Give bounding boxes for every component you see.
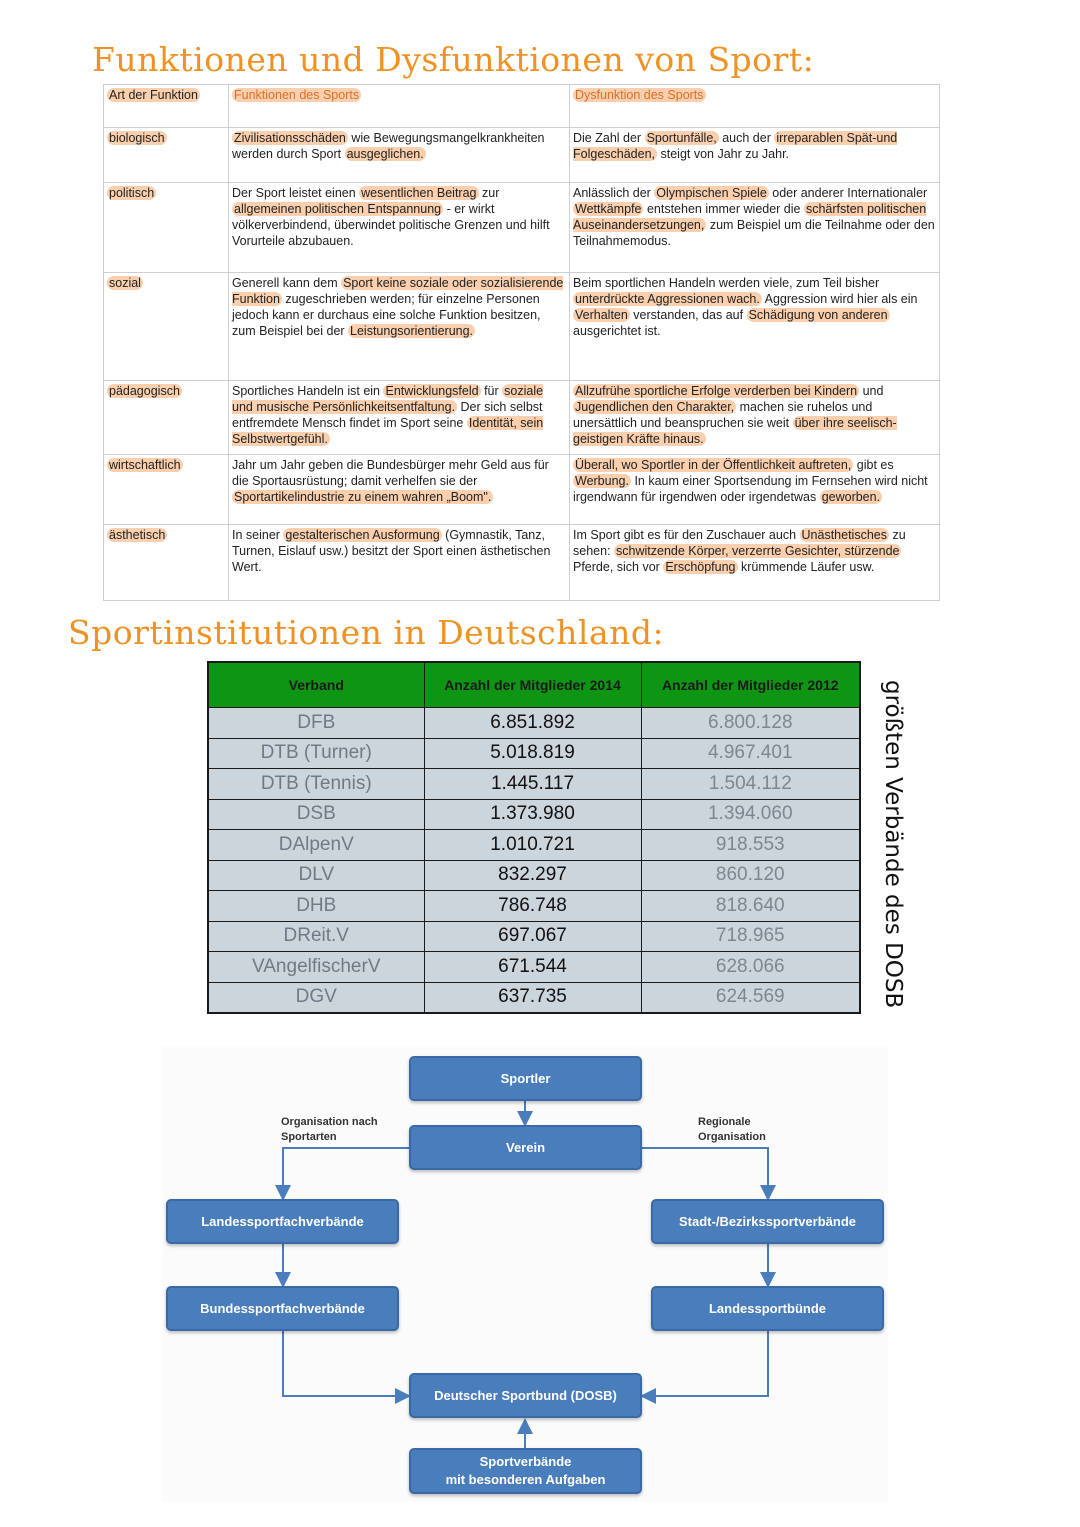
function-row (104, 183, 940, 273)
label-organisation-sportarten: Organisation nach Sportarten (281, 1116, 378, 1143)
header-funktionen: Funktionen des Sports (229, 85, 570, 128)
members-table (207, 661, 861, 1014)
member-row (208, 799, 860, 830)
function-type: wirtschaftlich (104, 455, 229, 525)
verband-name: DHB (208, 891, 424, 922)
verband-name: VAngelfischerV (208, 952, 424, 983)
dysfunction-text: Anlässlich der Olympischen Spiele oder anderer Internationaler Wettkämpfe entstehen immer wieder die schärfsten politischen Auseinandersetzungen, zum Beispiel um die Teilnahme oder den Teilnahmemodus. (570, 183, 940, 273)
verband-name: DAlpenV (208, 830, 424, 861)
arrow-verein-landesfach (283, 1148, 410, 1197)
members-2012: 6.800.128 (641, 708, 860, 739)
header-2012: Anzahl der Mitglieder 2012 (641, 662, 860, 708)
function-text: Jahr um Jahr geben die Bundesbürger mehr Geld aus für die Sportausrüstung; damit verhelfen sie der Sportartikelindustrie zu einem wahren „Boom". (229, 455, 570, 525)
function-row (104, 273, 940, 381)
header-verband: Verband (208, 662, 424, 708)
function-type: pädagogisch (104, 381, 229, 455)
members-2012: 860.120 (641, 860, 860, 891)
member-row (208, 769, 860, 800)
box-sportler: Sportler (409, 1056, 642, 1101)
member-row (208, 738, 860, 769)
function-row (104, 455, 940, 525)
box-bundessportfachverbaende: Bundessportfachverbände (166, 1286, 399, 1331)
members-2014: 671.544 (424, 952, 641, 983)
verband-name: DGV (208, 982, 424, 1013)
members-2014: 832.297 (424, 860, 641, 891)
organization-diagram (162, 1046, 888, 1502)
members-2012: 818.640 (641, 891, 860, 922)
verband-name: DLV (208, 860, 424, 891)
members-2012: 918.553 (641, 830, 860, 861)
member-row (208, 982, 860, 1013)
box-landessportfachverbaende: Landessportfachverbände (166, 1199, 399, 1244)
dysfunction-text: Beim sportlichen Handeln werden viele, zum Teil bisher unterdrückte Aggressionen wach. Aggression wird hier als ein Verhalten verstanden, das auf Schädigung von anderen ausgerichtet ist. (570, 273, 940, 381)
heading-functions: Funktionen und Dysfunktionen von Sport: (92, 40, 815, 79)
box-landessportbuende: Landessportbünde (651, 1286, 884, 1331)
members-2014: 786.748 (424, 891, 641, 922)
verband-name: DSB (208, 799, 424, 830)
arrow-landesbuende-dosb (644, 1330, 768, 1396)
member-row (208, 921, 860, 952)
member-row (208, 860, 860, 891)
function-text: Sportliches Handeln ist ein Entwicklungsfeld für soziale und musische Persönlichkeitsentfaltung. Der sich selbst entfremdete Mensch findet im Sport seine Identität, sein Selbstwertgefühl. (229, 381, 570, 455)
members-2012: 624.569 (641, 982, 860, 1013)
label-regionale-organisation: Regionale Organisation (698, 1116, 766, 1143)
members-2012: 4.967.401 (641, 738, 860, 769)
box-dosb: Deutscher Sportbund (DOSB) (409, 1373, 642, 1418)
member-row (208, 708, 860, 739)
side-label: größten Verbände des DOSB (880, 680, 906, 1009)
members-2014: 1.373.980 (424, 799, 641, 830)
verband-name: DReit.V (208, 921, 424, 952)
function-row (104, 128, 940, 183)
box-stadt-bezirkssportverbaende: Stadt-/Bezirkssportverbände (651, 1199, 884, 1244)
members-2014: 5.018.819 (424, 738, 641, 769)
verband-name: DTB (Tennis) (208, 769, 424, 800)
header-dysfunktion: Dysfunktion des Sports (570, 85, 940, 128)
member-row (208, 952, 860, 983)
heading-institutions: Sportinstitutionen in Deutschland: (68, 613, 665, 652)
function-row (104, 381, 940, 455)
header-2014: Anzahl der Mitglieder 2014 (424, 662, 641, 708)
box-sportverbaende-besondere-aufgaben: Sportverbände mit besonderen Aufgaben (409, 1448, 642, 1494)
arrow-bundesfach-dosb (283, 1330, 407, 1396)
members-2014: 1.010.721 (424, 830, 641, 861)
arrow-verein-stadt (641, 1148, 768, 1197)
dysfunction-text: Allzufrühe sportliche Erfolge verderben bei Kindern und Jugendlichen den Charakter, machen sie ruhelos und unersättlich und beanspruchen sie weit über ihre seelisch-geistigen Kräfte hinaus. (570, 381, 940, 455)
members-2012: 628.066 (641, 952, 860, 983)
members-2014: 697.067 (424, 921, 641, 952)
member-row (208, 891, 860, 922)
header-art: Art der Funktion (104, 85, 229, 128)
diagram-connectors (162, 1046, 888, 1502)
function-type: politisch (104, 183, 229, 273)
function-text: Zivilisationsschäden wie Bewegungsmangelkrankheiten werden durch Sport ausgeglichen. (229, 128, 570, 183)
members-2012: 1.394.060 (641, 799, 860, 830)
member-row (208, 830, 860, 861)
functions-table-header (104, 85, 940, 128)
dysfunction-text: Im Sport gibt es für den Zuschauer auch Unästhetisches zu sehen: schwitzende Körper, verzerrte Gesichter, stürzende Pferde, sich vor Erschöpfung krümmende Läufer usw. (570, 525, 940, 601)
dysfunction-text: Die Zahl der Sportunfälle, auch der irreparablen Spät-und Folgeschäden, steigt von Jahr zu Jahr. (570, 128, 940, 183)
verband-name: DTB (Turner) (208, 738, 424, 769)
function-row (104, 525, 940, 601)
members-2012: 718.965 (641, 921, 860, 952)
members-2014: 1.445.117 (424, 769, 641, 800)
verband-name: DFB (208, 708, 424, 739)
box-verein: Verein (409, 1125, 642, 1170)
function-text: Generell kann dem Sport keine soziale oder sozialisierende Funktion zugeschrieben werden; für einzelne Personen jedoch kann er durchaus eine solche Funktion besitzen, zum Beispiel bei der Leistungsorientierung. (229, 273, 570, 381)
members-2014: 6.851.892 (424, 708, 641, 739)
function-text: Der Sport leistet einen wesentlichen Beitrag zur allgemeinen politischen Entspannung - er wirkt völkerverbindend, überwindet politische Grenzen und hilft Vorurteile abzubauen. (229, 183, 570, 273)
function-type: sozial (104, 273, 229, 381)
function-type: biologisch (104, 128, 229, 183)
members-2012: 1.504.112 (641, 769, 860, 800)
function-text: In seiner gestalterischen Ausformung (Gymnastik, Tanz, Turnen, Eislauf usw.) besitzt der Sport einen ästhetischen Wert. (229, 525, 570, 601)
function-type: ästhetisch (104, 525, 229, 601)
members-table-header (208, 662, 860, 708)
members-2014: 637.735 (424, 982, 641, 1013)
functions-table (103, 84, 940, 601)
dysfunction-text: Überall, wo Sportler in der Öffentlichkeit auftreten, gibt es Werbung. In kaum einer Sportsendung im Fernsehen wird nicht irgendwann für irgendwen oder irgendetwas geworben. (570, 455, 940, 525)
